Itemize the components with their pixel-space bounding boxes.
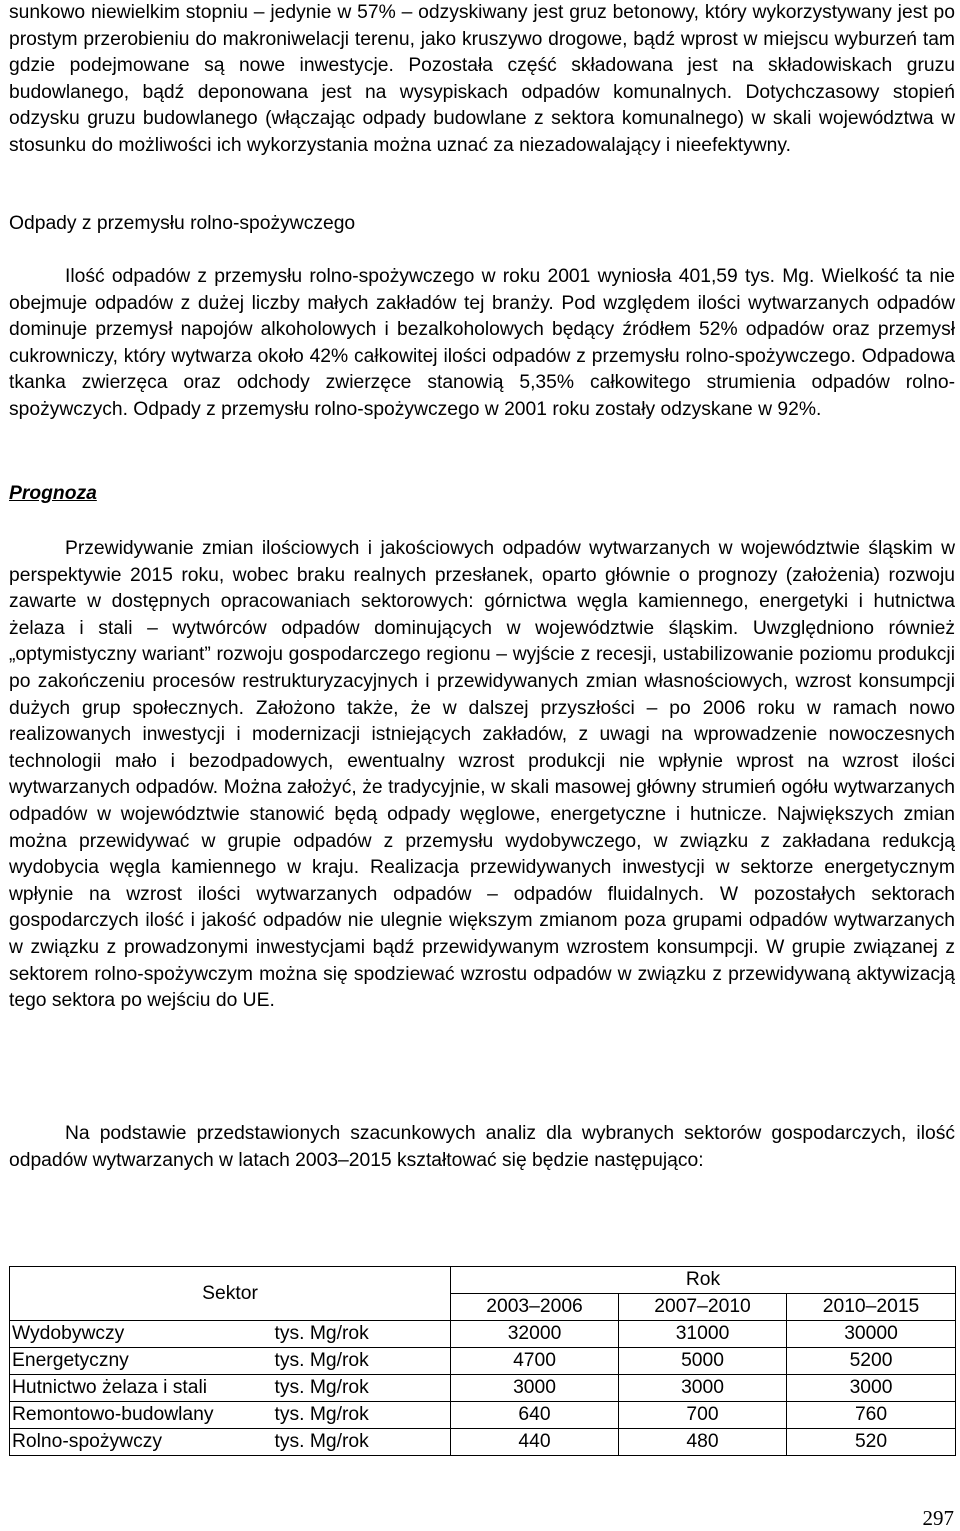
table-header-row <box>10 1267 956 1294</box>
value-cell: 30000 <box>787 1321 956 1348</box>
header-sector: Sektor <box>10 1267 451 1321</box>
unit-cell: tys. Mg/rok <box>273 1321 451 1348</box>
unit-cell: tys. Mg/rok <box>273 1429 451 1456</box>
value-cell: 4700 <box>451 1348 619 1375</box>
table-row <box>10 1348 956 1375</box>
value-cell: 3000 <box>451 1375 619 1402</box>
unit-cell: tys. Mg/rok <box>273 1348 451 1375</box>
value-cell: 3000 <box>619 1375 787 1402</box>
unit-cell: tys. Mg/rok <box>273 1402 451 1429</box>
table-row <box>10 1402 956 1429</box>
value-cell: 5000 <box>619 1348 787 1375</box>
table-row <box>10 1375 956 1402</box>
sector-cell: Wydobywczy <box>10 1321 273 1348</box>
sector-cell: Rolno-spożywczy <box>10 1429 273 1456</box>
value-cell: 480 <box>619 1429 787 1456</box>
value-cell: 32000 <box>451 1321 619 1348</box>
unit-cell: tys. Mg/rok <box>273 1375 451 1402</box>
table-row <box>10 1321 956 1348</box>
period-header: 2007–2010 <box>619 1294 787 1321</box>
table-intro-paragraph: Na podstawie przedstawionych szacunkowych analiz dla wybranych sektorów gospodarczych, ilość odpadów wytwarzanych w latach 2003–2015 kształtować się będzie następująco: <box>9 1123 955 1171</box>
prognoza-heading: Prognoza <box>9 483 97 504</box>
value-cell: 31000 <box>619 1321 787 1348</box>
page-number: 297 <box>922 1506 954 1530</box>
food-waste-paragraph: Ilość odpadów z przemysłu rolno-spożywczego w roku 2001 wyniosła 401,59 tys. Mg. Wielkość ta nie obejmuje odpadów z dużej liczby małych zakładów tej branży. Pod względem ilości wytwarzanych odpadów dominuje przemysł napojów alkoholowych i bezalkoholowych będący źródłem 52% odpadów oraz przemysł cukrowniczy, który wytwarza około 42% całkowitej ilości odpadów z przemysłu rolno-spożywczego. Odpadowa tkanka zwierzęca oraz odchody zwierzęce stanowią 5,35% całkowitego strumienia odpadów rolno-spożywczych. Odpady z przemysłu rolno-spożywczego w 2001 roku zostały odzyskane w 92%. <box>9 266 955 420</box>
value-cell: 520 <box>787 1429 956 1456</box>
period-header: 2010–2015 <box>787 1294 956 1321</box>
sector-cell: Energetyczny <box>10 1348 273 1375</box>
value-cell: 3000 <box>787 1375 956 1402</box>
value-cell: 760 <box>787 1402 956 1429</box>
waste-forecast-table <box>9 1266 956 1456</box>
value-cell: 5200 <box>787 1348 956 1375</box>
header-year: Rok <box>451 1267 956 1294</box>
section-heading: Odpady z przemysłu rolno-spożywczego <box>9 213 356 234</box>
sector-cell: Hutnictwo żelaza i stali <box>10 1375 273 1402</box>
intro-paragraph: sunkowo niewielkim stopniu – jedynie w 57% – odzyskiwany jest gruz betonowy, który wykorzystywany jest po prostym przerobieniu do makroniwelacji terenu, jako kruszywo drogowe, bądź wprost w miejscu wyburzeń tam gdzie podejmowane są nowe inwestycje. Pozostała część składowana jest na składowiskach gruzu budowlanego, bądź deponowana jest na wysypiskach odpadów komunalnych. Dotychczasowy stopień odzysku gruzu budowlanego (włączając odpady budowlane z sektora komunalnego) w skali województwa w stosunku do możliwości ich wykorzystania można uznać za niezadowalający i nieefektywny. <box>9 2 955 156</box>
sector-cell: Remontowo-budowlany <box>10 1402 273 1429</box>
period-header: 2003–2006 <box>451 1294 619 1321</box>
value-cell: 640 <box>451 1402 619 1429</box>
prognoza-paragraph: Przewidywanie zmian ilościowych i jakościowych odpadów wytwarzanych w województwie śląskim w perspektywie 2015 roku, wobec braku realnych przesłanek, oparto głównie o prognozy (założenia) rozwoju zawarte w dostępnych opracowaniach sektorowych: górnictwa węgla kamiennego, energetyki i hutnictwa żelaza i stali – wytwórców odpadów dominujących w województwie śląskim. Uwzględniono również „optymistyczny wariant” rozwoju gospodarczego regionu – wyjście z recesji, ustabilizowanie poziomu produkcji po zakończeniu procesów restrukturyzacyjnych i przewidywanych zmian własnościowych, wzrost konsumpcji dużych grup społecznych. Założono także, że w dalszej przyszłości – po 2006 roku w ramach nowo realizowanych inwestycji i modernizacji istniejących zakładów, z uwagi na wprowadzenie nowoczesnych technologii mało i bezodpadowych, ewentualny wzrost produkcji nie wpłynie wprost na wzrost ilości wytwarzanych odpadów. Można założyć, że tradycyjnie, w skali masowej główny strumień ogółu wytwarzanych odpadów w województwie stanowić będą odpady węglowe, energetyczne i hutnicze. Największych zmian można przewidywać w grupie odpadów z przemysłu wydobywczego, w związku z zakładana redukcją wydobycia węgla kamiennego w kraju. Realizacja przewidywanych inwestycji w sektorze energetycznym wpłynie na wzrost ilości wytwarzanych odpadów – odpadów fluidalnych. W pozostałych sektorach gospodarczych ilość i jakość odpadów nie ulegnie większym zmianom poza grupami odpadów wytwarzanych w związku z prowadzonymi inwestycjami bądź przewidywanym wzrostem konsumpcji. W grupie związanej z sektorem rolno-spożywczym można się spodziewać wzrostu odpadów w związku z przewidywaną aktywizacją tego sektora po wejściu do UE. <box>9 538 955 1012</box>
value-cell: 440 <box>451 1429 619 1456</box>
value-cell: 700 <box>619 1402 787 1429</box>
table-row <box>10 1429 956 1456</box>
